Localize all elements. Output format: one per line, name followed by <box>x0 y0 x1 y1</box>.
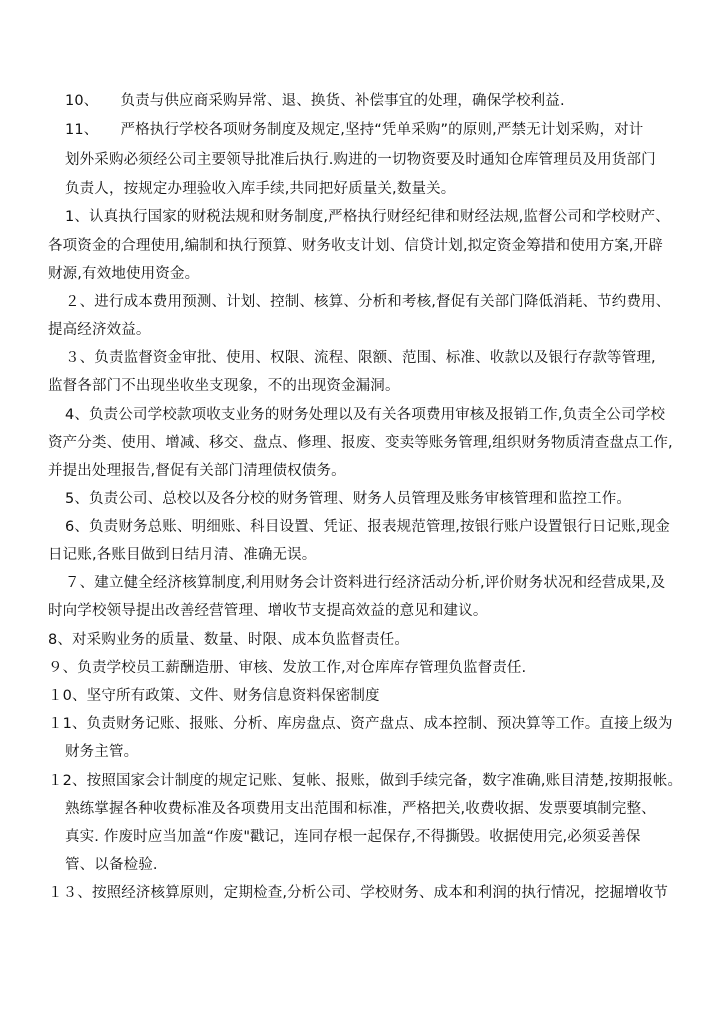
paragraph-line-item-13: １３、按照经济核算原则，定期检查,分析公司、学校财务、成本和利润的执行情况，挖掘增收节 <box>48 885 669 901</box>
paragraph-line-item-10b: １0、坚守所有政策、文件、财务信息资料保密制度 <box>48 688 380 704</box>
paragraph-line-item-6: 6、负责财务总账、明细账、科目设置、凭证、报表规范管理,按银行账户设置银行日记账,现金 <box>65 519 670 535</box>
paragraph-line-item-4: 4、负责公司学校款项收支业务的财务处理以及有关各项费用审核及报销工作,负责全公司学校 <box>65 407 666 423</box>
paragraph-line-item-11: 11、 严格执行学校各项财务制度及规定,坚持“凭单采购”的原则,严禁无计划采购，对计 <box>65 122 644 138</box>
paragraph-line-item-7: ７、建立健全经济核算制度,利用财务会计资料进行经济活动分析,评价财务状况和经营成果,及 <box>65 575 666 591</box>
paragraph-line-item-3: ３、负责监督资金审批、使用、权限、流程、限额、范围、标准、收款以及银行存款等管理, <box>65 350 656 366</box>
paragraph-line: 资产分类、使用、增减、移交、盘点、修理、报废、变卖等账务管理,组织财务物质清查盘点工作, <box>48 435 673 451</box>
paragraph-line: 时向学校领导提出改善经营管理、增收节支提高效益的意见和建议。 <box>48 603 488 619</box>
paragraph-line-item-2: ２、进行成本费用预测、计划、控制、核算、分析和考核,督促有关部门降低消耗、节约费用、 <box>65 294 671 310</box>
paragraph-line-item-1: 1、认真执行国家的财税法规和财务制度,严格执行财经纪律和财经法规,监督公司和学校财产、 <box>65 209 670 225</box>
paragraph-line: 财务主管。 <box>65 744 139 760</box>
paragraph-line: 并提出处理报告,督促有关部门清理债权债务。 <box>48 463 346 479</box>
paragraph-line: 划外采购必须经公司主要领导批准后执行.购进的一切物资要及时通知仓库管理员及用货部门 <box>65 152 656 168</box>
paragraph-line-item-5: 5、负责公司、总校以及各分校的财务管理、财务人员管理及账务审核管理和监控工作。 <box>65 491 632 507</box>
paragraph-line: 各项资金的合理使用,编制和执行预算、财务收支计划、信贷计划,拟定资金筹措和使用方案,开辟 <box>48 238 663 254</box>
paragraph-line: 财源,有效地使用资金。 <box>48 266 200 282</box>
paragraph-line-item-10: 10、 负责与供应商采购异常、退、换货、补偿事宜的处理，确保学校利益. <box>65 93 565 109</box>
paragraph-line: 熟练掌握各种收费标准及各项费用支出范围和标准，严格把关,收费收据、发票要填制完整、 <box>65 801 656 817</box>
paragraph-line: 日记账,各账目做到日结月清、准确无误。 <box>48 547 317 563</box>
paragraph-line: 真实. 作废时应当加盖“作废"戳记，连同存根一起保存,不得撕毁。收据使用完,必须妥善保 <box>65 829 641 845</box>
paragraph-line: 管、以备检验. <box>65 857 158 873</box>
paragraph-line-item-11b: １1、负责财务记账、报账、分析、库房盘点、资产盘点、成本控制、预决算等工作。直接上级为 <box>48 716 673 732</box>
paragraph-line-item-12: １2、按照国家会计制度的规定记账、复帐、报账，做到手续完备，数字准确,账目清楚,按期报帐。 <box>48 773 683 789</box>
paragraph-line-item-9: ９、负责学校员工薪酬造册、审核、发放工作,对仓库库存管理负监督责任. <box>48 660 527 676</box>
paragraph-line: 负责人，按规定办理验收入库手续,共同把好质量关,数量关。 <box>65 181 456 197</box>
paragraph-line-item-8: 8、对采购业务的质量、数量、时限、成本负监督责任。 <box>48 632 409 648</box>
paragraph-line: 监督各部门不出现坐收坐支现象，不的出现资金漏洞。 <box>48 378 400 394</box>
paragraph-line: 提高经济效益。 <box>48 322 151 338</box>
